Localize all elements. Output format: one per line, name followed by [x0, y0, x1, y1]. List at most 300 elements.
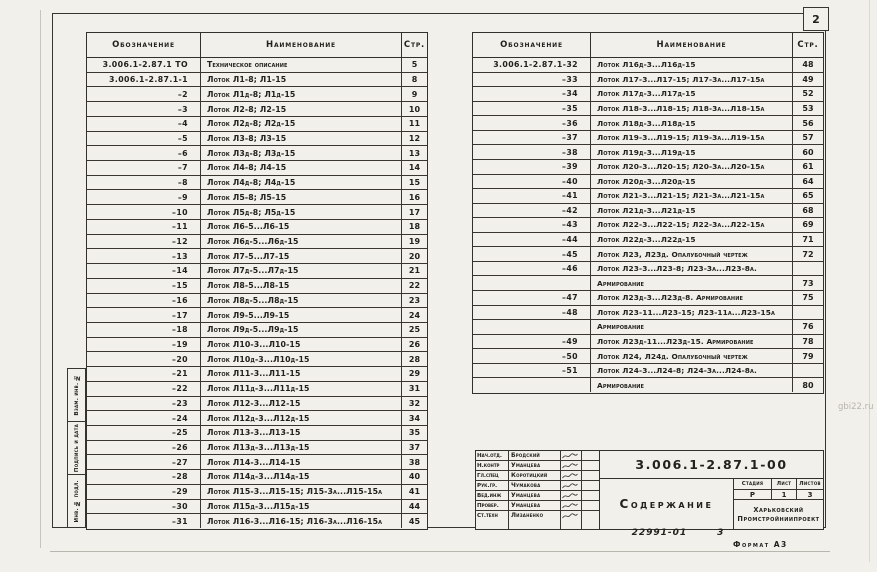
empty-cell — [582, 520, 599, 529]
row-page: 37 — [408, 443, 421, 453]
row-designation: –43 — [473, 218, 591, 232]
row-designation: 3.006.1-2.87.1 ТО — [87, 58, 201, 72]
sheet-value: 1 — [772, 490, 797, 500]
signatory-row — [476, 461, 599, 471]
row-designation: –29 — [87, 485, 201, 499]
header-page: Стр. — [797, 40, 819, 50]
row-page: 65 — [802, 191, 814, 201]
signatory-row — [476, 491, 599, 501]
row-name: Лоток Л2д-8; Л2д-15 — [201, 117, 402, 131]
order-sheet-number: 3 — [717, 528, 725, 538]
row-name: Лоток Л15-3...Л15-15; Л15-3а...Л15-15а — [201, 485, 402, 499]
row-designation: –26 — [87, 441, 201, 455]
row-designation: –7 — [87, 161, 201, 175]
row-name: Лоток Л12д-3...Л12д-15 — [201, 411, 402, 425]
signature-scribble-icon — [561, 502, 580, 510]
row-page: 56 — [802, 118, 814, 128]
row-designation: –23 — [87, 397, 201, 411]
table-row — [87, 323, 427, 338]
signature-scribble — [561, 511, 582, 520]
row-designation: –24 — [87, 411, 201, 425]
table-row — [87, 117, 427, 132]
table-row — [87, 161, 427, 176]
table-row — [473, 204, 823, 219]
signatory-role: Ст.техн — [476, 511, 509, 520]
row-designation: –46 — [473, 262, 591, 276]
row-name: Лоток Л24, Л24д. Опалубочный чертеж — [591, 349, 793, 363]
row-designation: –30 — [87, 500, 201, 514]
row-designation: –20 — [87, 352, 201, 366]
paper-edge-line — [50, 551, 830, 552]
signature-scribble — [561, 471, 582, 480]
signature-scribble-icon — [561, 462, 580, 470]
row-designation: –38 — [473, 145, 591, 159]
row-designation: –35 — [473, 102, 591, 116]
table-row — [473, 145, 823, 160]
sheet-header: Лист — [772, 479, 797, 490]
empty-cell — [509, 520, 561, 529]
row-page: 26 — [408, 340, 421, 350]
order-number: 22991-01 — [631, 528, 688, 538]
side-stamp-box — [67, 474, 86, 528]
row-designation: –48 — [473, 306, 591, 320]
table-row — [473, 364, 823, 379]
row-designation: –44 — [473, 233, 591, 247]
row-page: 34 — [408, 413, 421, 423]
row-name: Армирование — [591, 276, 793, 290]
side-stamp-label: Взам. инв. № — [73, 374, 80, 416]
side-stamp-box — [67, 368, 86, 421]
table-row — [87, 338, 427, 353]
row-designation: –8 — [87, 176, 201, 190]
signatory-role: Нач.отд. — [476, 451, 509, 460]
signatory-role: Гл.спец — [476, 471, 509, 480]
paper-edge-line — [869, 0, 870, 562]
table-row — [473, 335, 823, 350]
row-name: Армирование — [591, 378, 793, 392]
row-designation: –17 — [87, 308, 201, 322]
row-page: 79 — [802, 351, 814, 361]
row-page — [793, 306, 823, 320]
signature-scribble — [561, 501, 582, 510]
table-row — [87, 382, 427, 397]
table-row — [473, 276, 823, 291]
row-page — [793, 262, 823, 276]
row-page: 64 — [802, 176, 814, 186]
signatory-row-empty — [476, 520, 599, 529]
table-row — [473, 306, 823, 321]
row-designation: –3 — [87, 102, 201, 116]
row-name: Лоток Л22д-3...Л22д-15 — [591, 233, 793, 247]
signatory-date-cell — [582, 511, 599, 520]
signatory-date-cell — [582, 481, 599, 490]
empty-cell — [561, 520, 582, 529]
table-body — [87, 58, 427, 528]
row-page: 32 — [408, 398, 421, 408]
title-block-right — [600, 451, 823, 529]
row-page: 71 — [802, 235, 814, 245]
signatory-row — [476, 501, 599, 511]
row-name: Лоток Л6-5...Л6-15 — [201, 220, 402, 234]
signature-scribble — [561, 481, 582, 490]
table-row — [87, 205, 427, 220]
table-row — [87, 470, 427, 485]
table-row — [473, 87, 823, 102]
signature-scribble — [561, 451, 582, 460]
table-row — [87, 146, 427, 161]
table-row — [473, 160, 823, 175]
signature-scribble-icon — [561, 452, 580, 460]
order-number-line — [598, 528, 758, 538]
row-page: 38 — [408, 457, 421, 467]
table-row — [87, 249, 427, 264]
row-page: 5 — [411, 60, 418, 70]
row-page: 53 — [802, 103, 814, 113]
row-designation — [473, 320, 591, 334]
row-name: Лоток Л16д-3...Л16д-15 — [591, 58, 793, 72]
table-row — [87, 102, 427, 117]
signatory-row — [476, 471, 599, 481]
row-page: 28 — [408, 354, 421, 364]
side-stamp-label: Инв. № подл. — [73, 479, 80, 523]
signatory-row — [476, 511, 599, 520]
table-row — [87, 235, 427, 250]
row-name: Лоток Л2-8; Л2-15 — [201, 102, 402, 116]
row-designation: –11 — [87, 220, 201, 234]
signatory-role: Н.контр — [476, 461, 509, 470]
row-name: Лоток Л22-3...Л22-15; Л22-3а...Л22-15а — [591, 218, 793, 232]
signatory-role: Рук.гр. — [476, 481, 509, 490]
document-title: Содержание — [600, 479, 734, 529]
row-name: Лоток Л17д-3...Л17д-15 — [591, 87, 793, 101]
row-page: 23 — [408, 295, 421, 305]
header-designation: Обозначение — [87, 33, 201, 57]
row-designation: –21 — [87, 367, 201, 381]
row-name: Лоток Л5д-8; Л5д-15 — [201, 205, 402, 219]
row-name: Лоток Л20-3...Л20-15; Л20-3а...Л20-15а — [591, 160, 793, 174]
table-row — [473, 349, 823, 364]
table-row — [473, 262, 823, 277]
table-row — [87, 279, 427, 294]
table-header — [87, 33, 427, 58]
row-page: 21 — [408, 266, 421, 276]
row-page: 40 — [408, 472, 421, 482]
row-name: Лоток Л11-3...Л11-15 — [201, 367, 402, 381]
table-row — [87, 220, 427, 235]
row-designation: –31 — [87, 514, 201, 528]
header-page: Стр. — [403, 40, 426, 50]
table-row — [87, 514, 427, 528]
table-row — [87, 426, 427, 441]
row-page: 35 — [408, 428, 421, 438]
signatory-name: Уманцева — [509, 461, 561, 470]
row-designation: –6 — [87, 146, 201, 160]
table-row — [87, 73, 427, 88]
row-page: 57 — [802, 133, 814, 143]
row-name: Лоток Л17-3...Л17-15; Л17-3а...Л17-15а — [591, 73, 793, 87]
table-row — [473, 291, 823, 306]
row-name: Лоток Л3-8; Л3-15 — [201, 132, 402, 146]
row-page: 16 — [408, 192, 421, 202]
row-name: Лоток Л1-8; Л1-15 — [201, 73, 402, 87]
signatory-role: Вед.инж — [476, 491, 509, 500]
row-page: 75 — [802, 293, 814, 303]
row-page: 41 — [408, 487, 421, 497]
format-label: Формат А3 — [733, 540, 788, 549]
row-designation: –2 — [87, 87, 201, 101]
row-designation: –16 — [87, 294, 201, 308]
table-row — [473, 218, 823, 233]
row-name: Лоток Л23д-11...Л23д-15. Армирование — [591, 335, 793, 349]
row-designation: –10 — [87, 205, 201, 219]
row-designation: –49 — [473, 335, 591, 349]
row-name: Лоток Л9-5...Л9-15 — [201, 308, 402, 322]
row-name: Лоток Л18-3...Л18-15; Л18-3а...Л18-15а — [591, 102, 793, 116]
row-name: Лоток Л21-3...Л21-15; Л21-3а...Л21-15а — [591, 189, 793, 203]
row-page: 44 — [408, 501, 421, 511]
signature-scribble-icon — [561, 472, 580, 480]
row-page: 69 — [802, 220, 814, 230]
row-page: 49 — [802, 74, 814, 84]
table-row — [87, 441, 427, 456]
table-row — [473, 320, 823, 335]
side-stamp-label: Подпись и дата — [73, 423, 80, 473]
row-name: Лоток Л3д-8; Л3д-15 — [201, 146, 402, 160]
row-designation: –12 — [87, 235, 201, 249]
table-row — [473, 131, 823, 146]
stage-header: Стадия — [734, 479, 772, 490]
table-row — [473, 233, 823, 248]
signatory-name: Уманцева — [509, 501, 561, 510]
row-page: 60 — [802, 147, 814, 157]
row-name: Лоток Л11д-3...Л11д-15 — [201, 382, 402, 396]
paper-edge-line — [40, 10, 41, 548]
signatory-date-cell — [582, 451, 599, 460]
row-name: Лоток Л4-8; Л4-15 — [201, 161, 402, 175]
table-row — [87, 264, 427, 279]
table-row — [473, 116, 823, 131]
row-designation: –22 — [87, 382, 201, 396]
row-page: 14 — [408, 163, 421, 173]
row-page: 22 — [408, 281, 421, 291]
row-page: 52 — [802, 89, 814, 99]
table-body — [473, 58, 823, 392]
table-row — [87, 176, 427, 191]
row-page: 11 — [408, 119, 421, 129]
signatory-row — [476, 451, 599, 461]
row-designation — [473, 378, 591, 392]
side-stamp-box — [67, 421, 86, 474]
row-designation: –5 — [87, 132, 201, 146]
row-page: 12 — [408, 133, 421, 143]
table-row — [473, 247, 823, 262]
row-name: Лоток Л14д-3...Л14д-15 — [201, 470, 402, 484]
header-designation: Обозначение — [473, 33, 591, 57]
row-page: 25 — [408, 325, 421, 335]
row-name: Лоток Л20д-3...Л20д-15 — [591, 175, 793, 189]
row-name: Лоток Л4д-8; Л4д-15 — [201, 176, 402, 190]
row-name: Армирование — [591, 320, 793, 334]
table-row — [473, 73, 823, 88]
row-page: 18 — [408, 222, 421, 232]
table-row — [87, 455, 427, 470]
row-page: 8 — [411, 75, 418, 85]
title-block-signatories — [476, 451, 600, 529]
row-name: Лоток Л1д-8; Л1д-15 — [201, 87, 402, 101]
title-block-lower — [600, 479, 823, 529]
stage-values — [734, 490, 823, 500]
row-designation: –14 — [87, 264, 201, 278]
stage-value: Р — [734, 490, 772, 500]
table-row — [87, 294, 427, 309]
row-designation: –25 — [87, 426, 201, 440]
row-name: Лоток Л13д-3...Л13д-15 — [201, 441, 402, 455]
row-designation: –27 — [87, 455, 201, 469]
table-row — [87, 500, 427, 515]
row-name: Лоток Л19д-3...Л19д-15 — [591, 145, 793, 159]
row-page: 76 — [802, 322, 814, 332]
sheets-header: Листов — [797, 479, 823, 490]
row-page: 31 — [408, 384, 421, 394]
row-designation: –28 — [87, 470, 201, 484]
document-number: 3.006.1-2.87.1-00 — [600, 451, 823, 479]
row-name: Лоток Л23-3...Л23-8; Л23-3а...Л23-8а. — [591, 262, 793, 276]
row-designation — [473, 276, 591, 290]
signatory-date-cell — [582, 491, 599, 500]
signatory-name: Бродский — [509, 451, 561, 460]
row-designation: –45 — [473, 247, 591, 261]
row-page: 15 — [408, 178, 421, 188]
watermark: gbi22.ru — [838, 402, 874, 412]
signature-scribble-icon — [561, 492, 580, 500]
row-page: 80 — [802, 380, 814, 390]
table-row — [87, 485, 427, 500]
signatory-date-cell — [582, 471, 599, 480]
row-page: 17 — [408, 207, 421, 217]
table-row — [87, 308, 427, 323]
row-page: 72 — [802, 249, 814, 259]
row-page: 29 — [408, 369, 421, 379]
table-row — [87, 132, 427, 147]
header-name: Наименование — [591, 33, 793, 57]
row-designation: –51 — [473, 364, 591, 378]
row-name: Лоток Л18д-3...Л18д-15 — [591, 116, 793, 130]
row-designation: –40 — [473, 175, 591, 189]
row-name: Лоток Л21д-3...Л21д-15 — [591, 204, 793, 218]
title-block — [475, 450, 824, 530]
row-designation: –34 — [473, 87, 591, 101]
empty-cell — [476, 520, 509, 529]
row-designation: –13 — [87, 249, 201, 263]
row-name: Лоток Л14-3...Л14-15 — [201, 455, 402, 469]
row-name: Лоток Л16-3...Л16-15; Л16-3а...Л16-15а — [201, 514, 402, 528]
row-name: Лоток Л8-5...Л8-15 — [201, 279, 402, 293]
row-designation: –18 — [87, 323, 201, 337]
contents-table-right — [472, 32, 824, 394]
signatory-date-cell — [582, 461, 599, 470]
row-name: Лоток Л8д-5...Л8д-15 — [201, 294, 402, 308]
table-row — [87, 367, 427, 382]
row-designation: –39 — [473, 160, 591, 174]
row-name: Лоток Л6д-5...Л6д-15 — [201, 235, 402, 249]
row-name: Лоток Л23-11...Л23-15; Л23-11а...Л23-15а — [591, 306, 793, 320]
signatory-role: Провер. — [476, 501, 509, 510]
side-stamp-column — [67, 368, 86, 528]
row-page: 9 — [411, 89, 418, 99]
table-row — [87, 87, 427, 102]
row-designation: –15 — [87, 279, 201, 293]
row-designation: –41 — [473, 189, 591, 203]
row-page: 68 — [802, 205, 814, 215]
organization-line2: Промстройниипроект — [737, 514, 820, 523]
row-page: 78 — [802, 336, 814, 346]
row-name: Лоток Л15д-3...Л15д-15 — [201, 500, 402, 514]
row-page: 45 — [408, 516, 421, 526]
row-designation: 3.006.1-2.87.1-1 — [87, 73, 201, 87]
row-page: 73 — [802, 278, 814, 288]
row-page: 20 — [408, 251, 421, 261]
row-name: Лоток Л23, Л23д. Опалубочный чертеж — [591, 247, 793, 261]
signature-scribble-icon — [561, 512, 580, 520]
table-row — [473, 175, 823, 190]
signature-scribble — [561, 461, 582, 470]
row-page — [793, 364, 823, 378]
row-page: 13 — [408, 148, 421, 158]
signatory-row — [476, 481, 599, 491]
signatory-date-cell — [582, 501, 599, 510]
row-name: Лоток Л23д-3...Л23д-8. Армирование — [591, 291, 793, 305]
row-designation: –4 — [87, 117, 201, 131]
row-name: Техническое описание — [201, 58, 402, 72]
row-name: Лоток Л5-8; Л5-15 — [201, 190, 402, 204]
table-row — [473, 378, 823, 392]
row-name: Лоток Л10-3...Л10-15 — [201, 338, 402, 352]
stage-headers — [734, 479, 823, 490]
table-row — [87, 352, 427, 367]
row-name: Лоток Л10д-3...Л10д-15 — [201, 352, 402, 366]
row-designation: –50 — [473, 349, 591, 363]
row-designation: –42 — [473, 204, 591, 218]
row-designation: –47 — [473, 291, 591, 305]
row-designation: –19 — [87, 338, 201, 352]
row-name: Лоток Л9д-5...Л9д-15 — [201, 323, 402, 337]
row-page: 10 — [408, 104, 421, 114]
row-designation: –37 — [473, 131, 591, 145]
row-name: Лоток Л19-3...Л19-15; Л19-3а...Л19-15а — [591, 131, 793, 145]
row-name: Лоток Л7д-5...Л7д-15 — [201, 264, 402, 278]
row-designation: –36 — [473, 116, 591, 130]
signatory-name: Лизаненко — [509, 511, 561, 520]
signatory-name: Уманцева — [509, 491, 561, 500]
signature-scribble — [561, 491, 582, 500]
table-row — [87, 190, 427, 205]
row-name: Лоток Л24-3...Л24-8; Л24-3а...Л24-8а. — [591, 364, 793, 378]
row-page: 61 — [802, 162, 814, 172]
row-name: Лоток Л13-3...Л13-15 — [201, 426, 402, 440]
signatory-name: Чумакова — [509, 481, 561, 490]
sheet-page-number: 2 — [812, 12, 820, 26]
sheets-value: 3 — [797, 490, 823, 500]
organization-line1: Харьковский — [753, 505, 804, 514]
sheet-page-number-box — [803, 7, 829, 31]
row-designation: –33 — [473, 73, 591, 87]
row-page: 48 — [802, 60, 814, 70]
signature-scribble-icon — [561, 482, 580, 490]
contents-table-left — [86, 32, 428, 530]
row-designation: 3.006.1-2.87.1-32 — [473, 58, 591, 72]
table-header — [473, 33, 823, 58]
table-row — [87, 411, 427, 426]
